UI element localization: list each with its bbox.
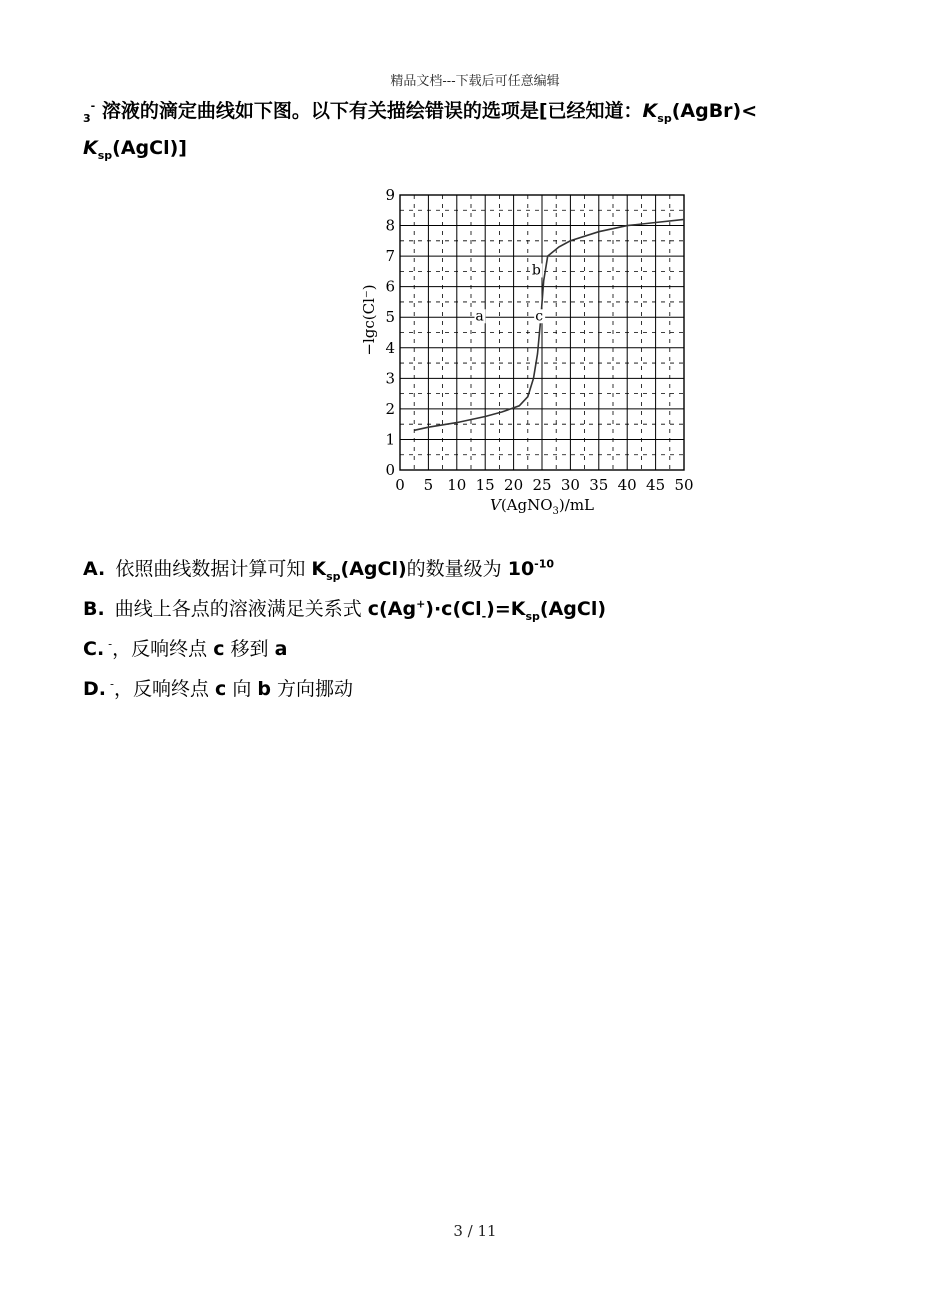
option-text: ，反响终点: [113, 678, 216, 700]
expr-sub: -: [481, 609, 487, 623]
x-axis-label: V(AgNO$_3$)/mL: [489, 496, 595, 517]
question-prefix-sub: 3: [83, 111, 91, 125]
expr-agcl: (AgCl): [539, 598, 607, 620]
option-text: 曲线上各点的溶液满足关系式: [108, 598, 368, 620]
expr-sup: +: [416, 597, 426, 611]
chart-grid: [400, 195, 684, 470]
ksp-agcl: (AgCl)]: [112, 137, 187, 159]
y-tick-label: 9: [385, 186, 395, 204]
annotation-point-c: c: [535, 308, 544, 325]
option-b: [83, 594, 606, 623]
ksp-subscript: sp: [97, 148, 113, 162]
option-text: 的数量级为: [406, 558, 508, 580]
option-d: [83, 674, 353, 701]
option-a: [83, 554, 554, 583]
y-axis-label: −lgc(Cl⁻): [360, 284, 378, 356]
x-tick-label: 45: [646, 476, 666, 494]
option-text: 方向挪动: [271, 678, 354, 700]
ksp-agcl: (AgCl): [340, 558, 407, 580]
option-text: 向: [226, 678, 258, 700]
ksp-symbol: K: [311, 558, 327, 580]
x-tick-label: 10: [447, 476, 467, 494]
y-tick-label: 7: [385, 247, 395, 266]
chart-svg: [360, 185, 700, 525]
y-tick-label: 4: [385, 338, 395, 357]
expr-cl: )·c(Cl: [425, 598, 482, 620]
point-c: c: [215, 678, 227, 700]
question-line-1: [83, 96, 757, 125]
expr-k: )=K: [486, 598, 526, 620]
option-c: [83, 634, 287, 661]
chart-series: [414, 219, 684, 430]
x-tick-label: 40: [617, 476, 637, 494]
option-sup: -: [108, 637, 113, 651]
option-sup: -: [110, 677, 114, 691]
y-tick-label: 1: [385, 430, 395, 449]
x-tick-label: 25: [532, 476, 552, 494]
y-tick-label: 0: [385, 461, 395, 479]
y-tick-label: 5: [385, 308, 395, 327]
ksp-subscript: sp: [657, 111, 672, 125]
option-text: 移到: [224, 638, 275, 660]
x-tick-label: 0: [395, 476, 405, 494]
x-tick-label: 30: [560, 476, 580, 494]
titration-curve: [414, 219, 684, 430]
x-tick-label: 50: [674, 476, 694, 494]
x-tick-label: 35: [589, 476, 609, 494]
option-letter: A.: [83, 558, 106, 580]
y-tick-label: 3: [385, 369, 395, 388]
page-number: 3 / 11: [453, 1222, 497, 1240]
titration-chart: [360, 185, 700, 525]
annotation-point-a: a: [475, 308, 484, 325]
y-tick-label: 6: [385, 277, 395, 296]
option-letter: C.: [83, 638, 105, 660]
x-tick-label: 15: [475, 476, 495, 494]
ksp-subscript: sp: [525, 609, 540, 623]
y-tick-label: 8: [385, 216, 395, 235]
point-c: c: [213, 638, 225, 660]
option-letter: D.: [83, 678, 106, 700]
option-letter: B.: [83, 598, 105, 620]
page-header: 精品文档---下载后可任意编辑: [390, 74, 560, 89]
question-prefix-sup: -: [90, 99, 96, 113]
question-line-2: [83, 137, 187, 162]
magnitude-exponent: -10: [534, 557, 555, 571]
point-b: b: [257, 678, 271, 700]
ksp-subscript: sp: [326, 569, 341, 583]
ksp-symbol: K: [642, 100, 658, 122]
x-tick-label: 20: [504, 476, 524, 494]
ksp-symbol: K: [83, 137, 98, 159]
option-text: 依照曲线数据计算可知: [109, 558, 312, 580]
point-a: a: [274, 638, 288, 660]
y-tick-label: 2: [385, 399, 395, 418]
option-text: ，反响终点: [112, 638, 214, 660]
annotation-point-b: b: [531, 262, 541, 279]
ksp-agbr: (AgBr)<: [671, 100, 758, 122]
x-tick-label: 5: [423, 476, 434, 494]
question-text: 溶液的滴定曲线如下图。以下有关描绘错误的选项是[已经知道：: [95, 100, 643, 122]
expr-ag: c(Ag: [367, 598, 417, 620]
magnitude-base: 10: [507, 558, 535, 580]
